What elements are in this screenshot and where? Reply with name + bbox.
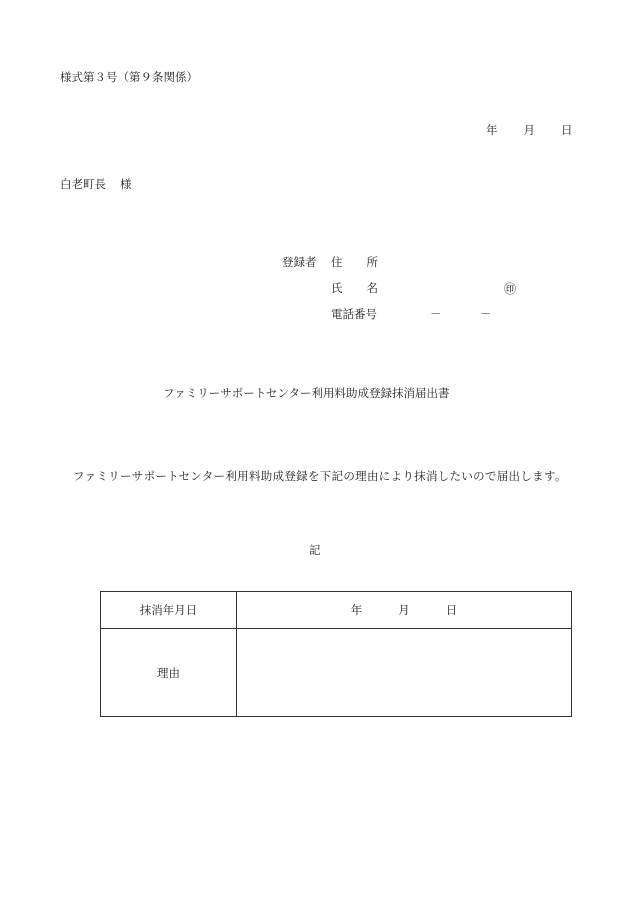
cancellation-date-field[interactable]: [237, 592, 572, 629]
phone-separator-2: －: [480, 307, 492, 321]
ki-heading: 記: [309, 543, 321, 557]
addressee-name: 白老町長: [60, 177, 106, 191]
reason-field[interactable]: [237, 629, 572, 717]
date-year-label: 年: [486, 123, 498, 137]
registrant-name-row: [331, 283, 402, 295]
document-title: ファミリーサポートセンター利用料助成登録抹消届出書: [163, 386, 450, 400]
cancellation-detail-table: [100, 591, 572, 717]
reason-label: 理由: [101, 629, 237, 717]
cancel-month-label: 月: [398, 603, 410, 617]
registrant-phone-row: [331, 309, 377, 321]
date-day-label: 日: [561, 123, 573, 137]
addressee-honorific: 様: [120, 177, 132, 191]
table-row: [101, 592, 572, 629]
registrant-address-row: [331, 257, 402, 269]
registrant-label: 登録者: [282, 255, 317, 269]
date-month-label: 月: [523, 123, 535, 137]
address-label: 住所: [331, 255, 402, 269]
table-row: [101, 629, 572, 717]
seal-mark: ㊞: [504, 282, 517, 296]
submission-date-line: [486, 125, 573, 137]
cancel-year-label: 年: [350, 603, 363, 617]
form-number: 様式第３号（第９条関係）: [60, 70, 198, 84]
addressee: [60, 179, 132, 191]
cancellation-date-label: 抹消年月日: [101, 592, 237, 629]
cancel-day-label: 日: [445, 603, 458, 617]
body-text: ファミリーサポートセンター利用料助成登録を下記の理由により抹消したいので届出します。: [73, 469, 567, 483]
name-label: 氏名: [331, 281, 402, 295]
phone-label: 電話番号: [331, 307, 377, 321]
phone-separator-1: －: [430, 307, 442, 321]
